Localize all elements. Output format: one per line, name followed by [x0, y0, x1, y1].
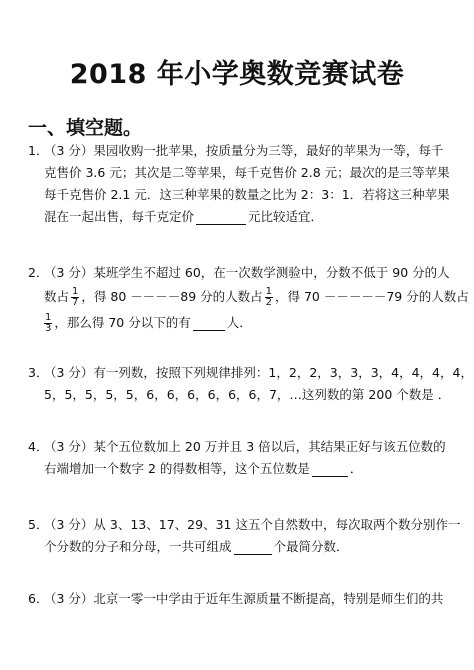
question-text: （3 分）有一列数，按照下列规律排列：1，2，2，3，3，3，4，4，4，4， [44, 365, 473, 380]
fraction [71, 287, 79, 308]
fraction-denominator: 7 [72, 296, 79, 308]
question-text: 个最简分数． [273, 539, 349, 554]
answer-blank[interactable] [193, 316, 225, 331]
question-text: （3 分）从 3、13、17、29、31 这五个自然数中，每次取两个数分别作一 [44, 517, 461, 532]
question-text: ． [437, 387, 451, 402]
question-text: ． [349, 461, 363, 476]
fraction-numerator: 1 [265, 285, 272, 297]
section-heading: 一、填空题。 [28, 117, 143, 139]
exam-title: 2018 年小学奥数竞赛试卷 [69, 59, 405, 90]
fraction-numerator: 1 [72, 285, 79, 297]
answer-blank[interactable] [312, 462, 348, 477]
answer-blank[interactable] [196, 210, 246, 225]
question-text: 元比较适宜． [248, 209, 324, 224]
question-text: （3 分）某班学生不超过 60，在一次数学测验中，分数不低于 90 分的人 [44, 265, 450, 280]
fraction-denominator: 2 [265, 296, 272, 308]
question-text: ，得 80 －－－－89 分的人数占 [81, 289, 263, 304]
fraction [265, 287, 273, 308]
question-text: 数占 [44, 289, 70, 304]
question-text: （3 分）果园收购一批苹果，按质量分为三等，最好的苹果为一等，每千 [44, 143, 444, 158]
question-text: 每千克售价 2.1 元．这三种苹果的数量之比为 2：3：1．若将这三种苹果 [44, 187, 450, 202]
question-text: ，那么得 70 分以下的有 [54, 315, 191, 330]
question-3 [28, 362, 473, 406]
question-text: 人． [226, 315, 252, 330]
question-text: 个分数的分子和分母，一共可组成 [44, 539, 232, 554]
question-number: 4． [28, 439, 49, 454]
fraction [44, 313, 52, 334]
question-2 [28, 262, 469, 336]
question-text: （3 分）北京一零一中学由于近年生源质量不断提高，特别是师生们的共 [44, 591, 444, 606]
question-text: 克售价 3.6 元；其次是二等苹果，每千克售价 2.8 元；最次的是三等苹果 [44, 165, 450, 180]
question-4 [28, 436, 448, 480]
question-text: 右端增加一个数字 2 的得数相等，这个五位数是 [44, 461, 310, 476]
question-number: 3． [28, 365, 49, 380]
question-text: 5，5，5，5，5，6，6，6，6，6，6，7，…这列数的第 200 个数是 [44, 387, 434, 402]
question-number: 6． [28, 591, 49, 606]
question-1 [28, 140, 448, 228]
question-number: 5． [28, 517, 49, 532]
fraction-denominator: 3 [45, 322, 52, 334]
question-text: ，得 70 －－－－－79 分的人数占 [275, 289, 469, 304]
question-number: 2． [28, 265, 49, 280]
answer-blank[interactable] [234, 540, 272, 555]
question-6 [28, 588, 448, 610]
question-5 [28, 514, 461, 558]
fraction-numerator: 1 [45, 311, 52, 323]
question-number: 1． [28, 143, 49, 158]
question-text: （3 分）某个五位数加上 20 万并且 3 倍以后，其结果正好与该五位数的 [44, 439, 446, 454]
question-text: 混在一起出售，每千克定价 [44, 209, 195, 224]
